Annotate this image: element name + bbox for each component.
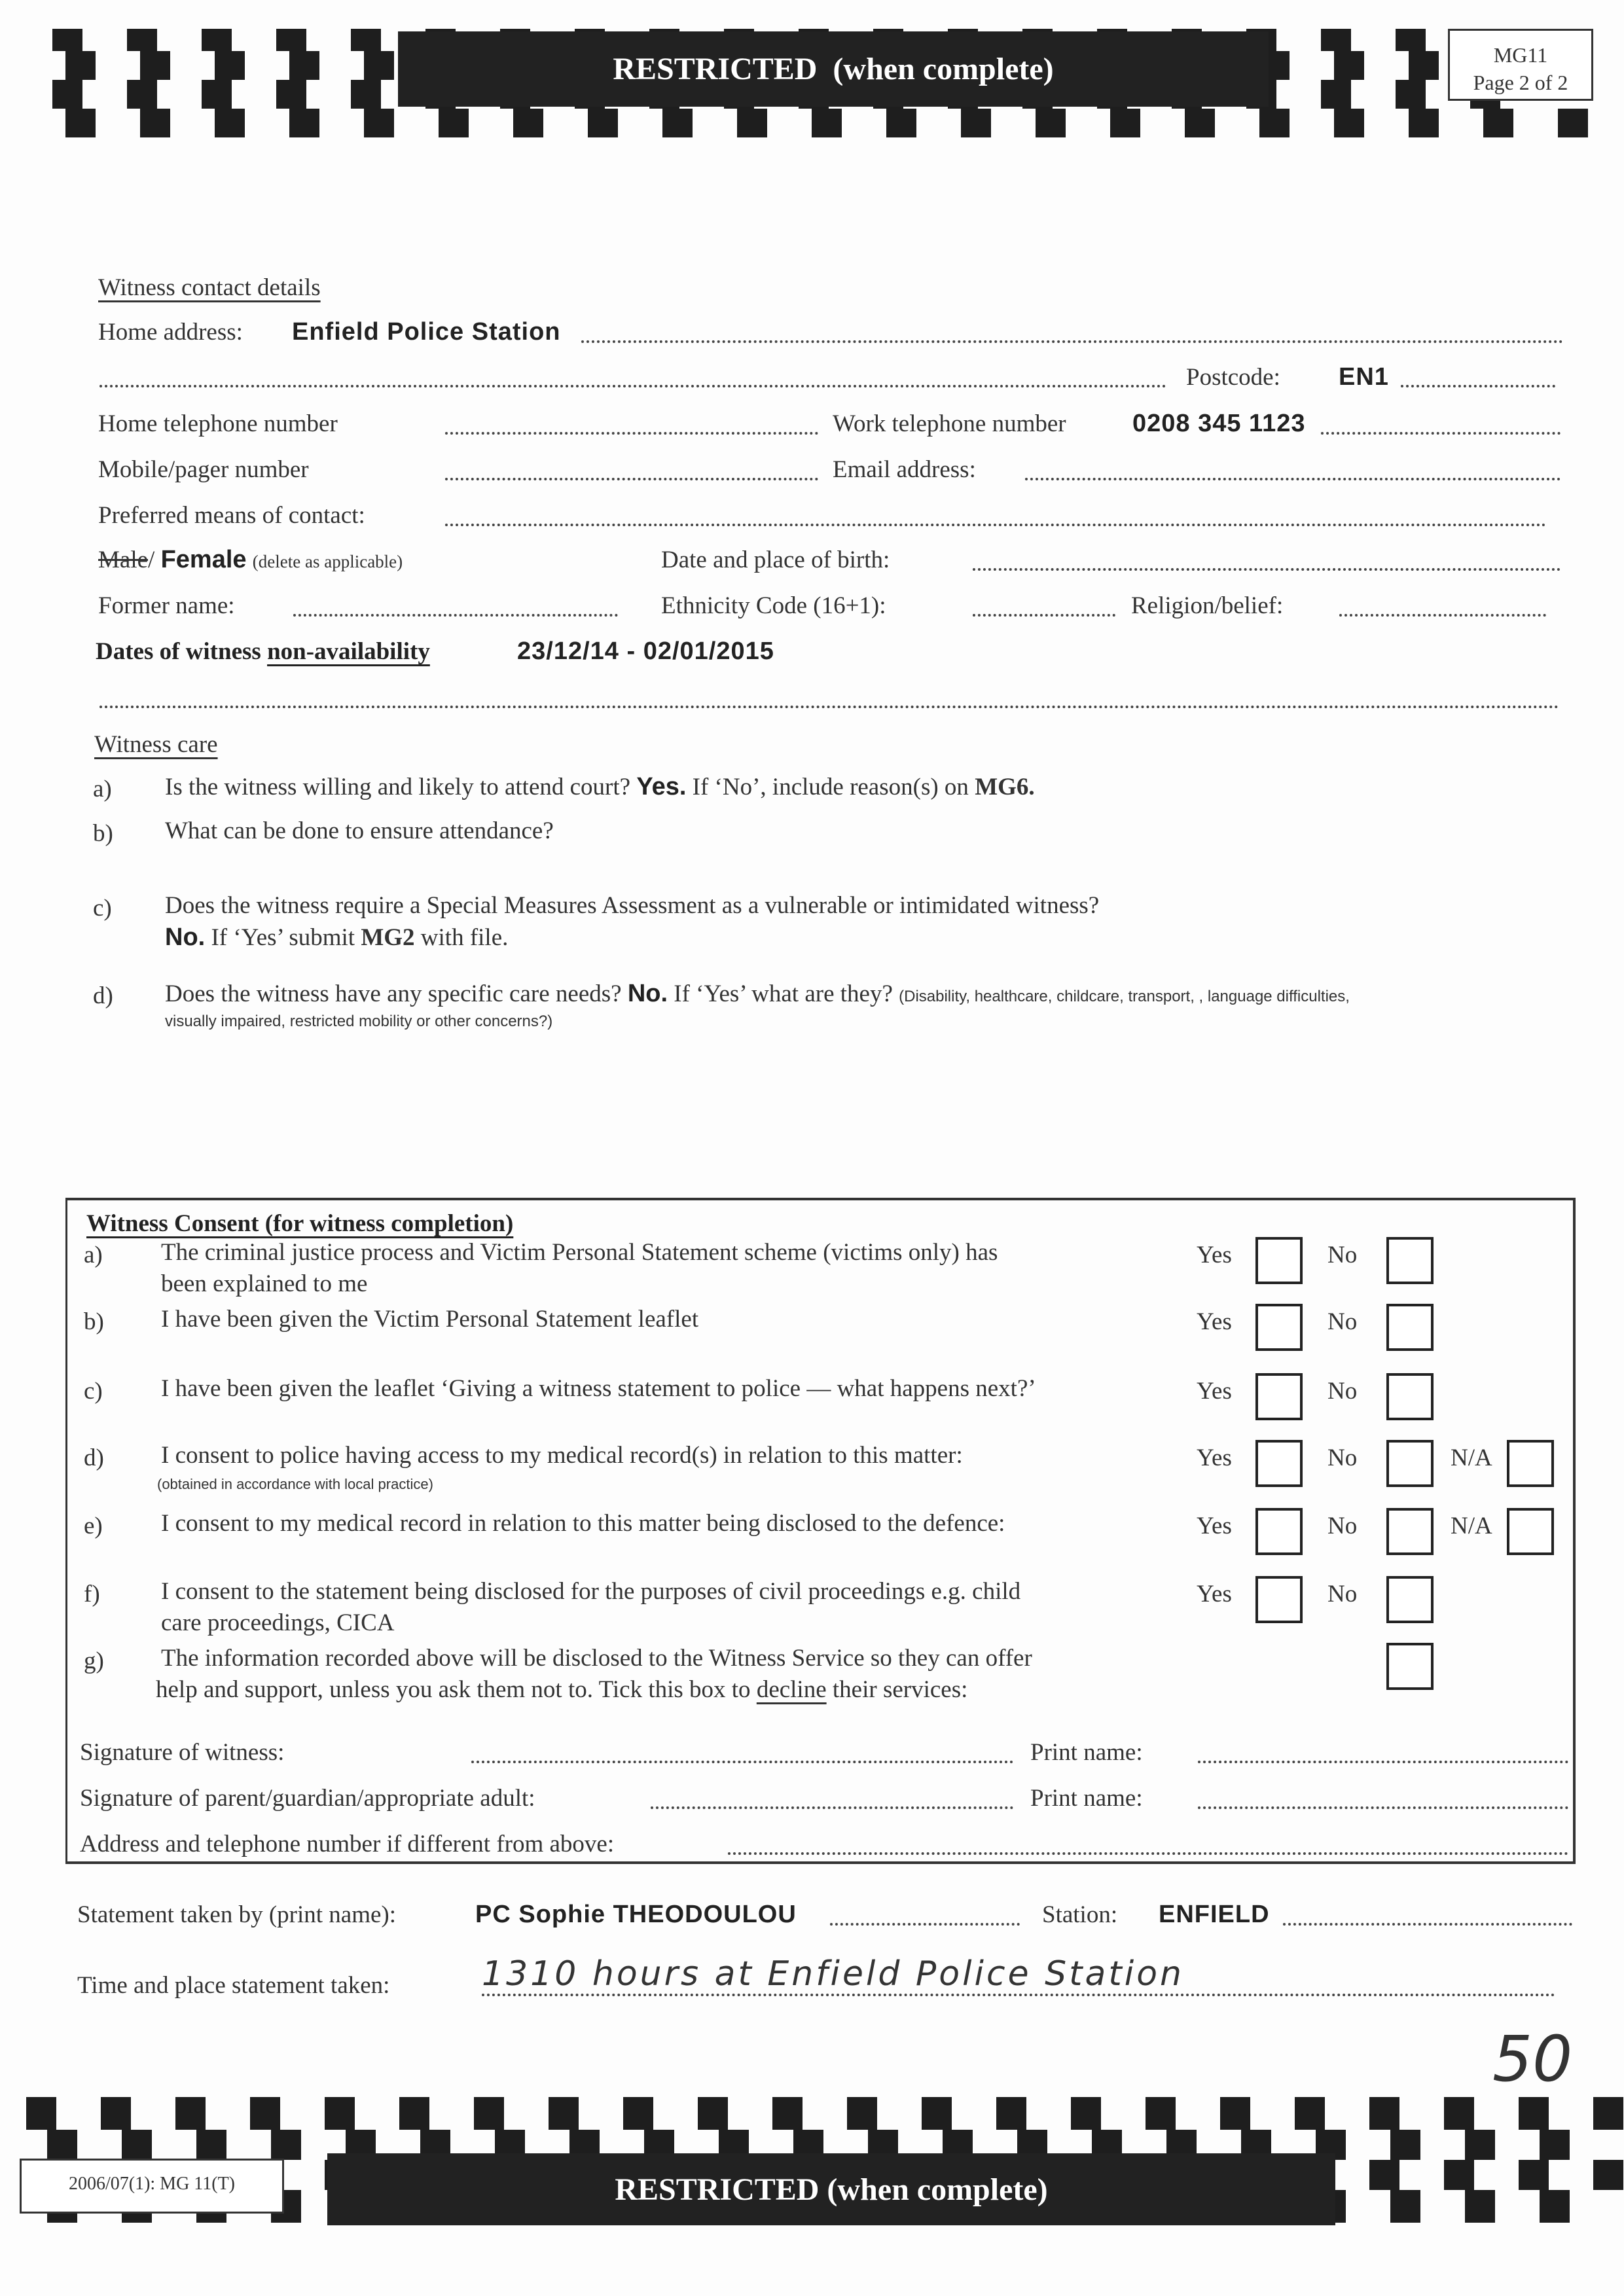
time-place-value[interactable]: 1310 hours at Enfield Police Station	[482, 1954, 1184, 1994]
work-telephone-label: Work telephone number	[833, 410, 1066, 437]
banner-checker-square	[140, 51, 170, 80]
former-name-field[interactable]	[293, 614, 618, 617]
dob-label: Date and place of birth:	[661, 547, 890, 573]
non-availability-value[interactable]: 23/12/14 - 02/01/2015	[517, 637, 774, 665]
banner-checker-square	[812, 109, 842, 137]
banner-checker-square	[588, 109, 618, 137]
consent-item-f-yes-checkbox[interactable]	[1255, 1576, 1303, 1623]
banner-checker-square	[886, 109, 916, 137]
consent-item-g-text: The information recorded above will be disclosed to the Witness Service so they can offer	[161, 1645, 1032, 1672]
banner-checker-square	[289, 51, 319, 80]
consent-item-f-letter: f)	[84, 1581, 100, 1607]
care-q-c-letter: c)	[93, 895, 112, 922]
consent-item-a-text: The criminal justice process and Victim Personal Statement scheme (victims only) has	[161, 1239, 998, 1266]
consent-item-g-decline-checkbox[interactable]	[1386, 1643, 1434, 1690]
banner-checker-square	[399, 2097, 429, 2130]
care-q-a-text: Is the witness willing and likely to attend court?	[165, 774, 637, 800]
banner-checker-square	[271, 2130, 301, 2160]
consent-item-f-text: I consent to the statement being disclosed for the purposes of civil proceedings e.g. child	[161, 1578, 1021, 1605]
banner-checker-square	[1369, 2160, 1399, 2190]
banner-checker-square	[364, 51, 394, 80]
banner-checker-square	[1409, 51, 1439, 80]
address-diff-label: Address and telephone number if different from above:	[80, 1831, 615, 1857]
banner-checker-square	[1409, 109, 1439, 137]
home-telephone-field[interactable]	[445, 432, 818, 435]
page-number-label: Page 2 of 2	[1473, 71, 1568, 94]
care-q-c	[165, 890, 1099, 954]
banner-checker-square	[215, 51, 245, 80]
consent-item-g-letter: g)	[84, 1647, 104, 1674]
consent-item-f-text-2: care proceedings, CICA	[161, 1609, 395, 1636]
banner-checker-square	[1540, 2130, 1570, 2160]
banner-checker-square	[1185, 109, 1215, 137]
banner-checker-square	[1540, 2190, 1570, 2223]
banner-checker-square	[549, 2097, 579, 2130]
banner-checker-square	[1334, 109, 1364, 137]
time-place-line	[482, 1994, 1555, 1996]
form-reference-box: 2006/07(1): MG 11(T)	[20, 2159, 284, 2214]
banner-checker-square	[662, 109, 693, 137]
banner-checker-square	[276, 80, 306, 109]
consent-item-a-letter: a)	[84, 1242, 103, 1268]
consent-item-b-no-label: No	[1327, 1308, 1358, 1335]
sig-witness-field[interactable]	[471, 1761, 1013, 1763]
banner-checker-square	[122, 2130, 152, 2160]
banner-checker-square	[101, 2097, 131, 2130]
consent-item-d-no-label: No	[1327, 1444, 1358, 1471]
banner-checker-square	[196, 2130, 226, 2160]
banner-when-complete: (when complete)	[833, 52, 1054, 86]
bottom-restricted-banner	[0, 2088, 1624, 2245]
work-telephone-line	[1321, 432, 1561, 435]
care-q-c-after2: with file.	[414, 924, 509, 951]
taken-by-value[interactable]: PC Sophie THEODOULOU	[475, 1901, 797, 1928]
banner-checker-square	[1390, 2190, 1420, 2223]
religion-label: Religion/belief:	[1131, 592, 1284, 619]
decline-pre: help and support, unless you ask them not to. Tick this box to	[156, 1676, 757, 1703]
taken-by-line	[830, 1923, 1020, 1926]
banner-checker-square	[1483, 109, 1513, 137]
banner-checker-square	[1146, 2097, 1176, 2130]
top-banner-title	[398, 31, 1269, 107]
care-q-b-letter: b)	[93, 820, 113, 847]
care-q-c-text: Does the witness require a Special Measures Assessment as a vulnerable or intimidated witness?	[165, 892, 1100, 919]
page-indicator-box	[1448, 29, 1593, 101]
consent-item-d-no-checkbox[interactable]	[1386, 1440, 1434, 1487]
home-telephone-label: Home telephone number	[98, 410, 338, 437]
gender-female: Female	[160, 546, 247, 573]
home-address-line-2[interactable]	[99, 385, 1166, 387]
banner-checker-square	[1396, 29, 1426, 51]
preferred-contact-label: Preferred means of contact:	[98, 502, 365, 529]
handwritten-page-number: 50	[1492, 2022, 1573, 2096]
care-q-c-ref: MG2	[361, 924, 415, 951]
consent-item-d-yes-checkbox[interactable]	[1255, 1440, 1303, 1487]
sig-parent-field[interactable]	[651, 1806, 1013, 1809]
non-availability-line-2[interactable]	[99, 706, 1559, 708]
care-q-a-answer[interactable]: Yes.	[636, 773, 687, 800]
consent-item-d-text: I consent to police having access to my medical record(s) in relation to this matter:	[161, 1442, 963, 1469]
banner-checker-square	[1071, 2097, 1101, 2130]
print-name-field-1[interactable]	[1198, 1761, 1568, 1763]
consent-item-d-letter: d)	[84, 1444, 104, 1471]
consent-item-c-yes-label: Yes	[1197, 1378, 1232, 1405]
banner-checker-square	[47, 2130, 77, 2160]
banner-checker-square	[1558, 109, 1588, 137]
section-title-care: Witness care	[94, 731, 218, 758]
care-q-d-examples-2: visually impaired, restricted mobility or other concerns?)	[165, 1013, 553, 1030]
consent-item-d-na-label: N/A	[1451, 1444, 1492, 1471]
consent-item-c-text: I have been given the leaflet ‘Giving a witness statement to police — what happens next?’	[161, 1375, 1036, 1402]
consent-item-e-no-label: No	[1327, 1513, 1358, 1539]
station-value[interactable]: ENFIELD	[1159, 1901, 1270, 1928]
consent-item-f-no-label: No	[1327, 1581, 1358, 1607]
banner-checker-square	[1036, 109, 1066, 137]
consent-item-b-no-checkbox[interactable]	[1386, 1304, 1434, 1351]
gender-field[interactable]	[98, 546, 403, 574]
consent-item-c-letter: c)	[84, 1378, 103, 1405]
banner-checker-square	[1334, 51, 1364, 80]
banner-checker-square	[351, 80, 381, 109]
decline-post: their services:	[826, 1676, 968, 1703]
preferred-contact-field[interactable]	[445, 524, 1546, 526]
banner-checker-square	[1465, 2130, 1495, 2160]
banner-checker-square	[847, 2097, 877, 2130]
banner-checker-square	[1369, 2097, 1399, 2130]
mobile-label: Mobile/pager number	[98, 456, 309, 483]
care-q-a-ref: MG6.	[975, 774, 1035, 800]
consent-item-d-note: (obtained in accordance with local practice)	[157, 1476, 433, 1492]
section-title-contact: Witness contact details	[98, 274, 321, 301]
banner-checker-square	[922, 2097, 952, 2130]
home-address-value[interactable]: Enfield Police Station	[292, 318, 561, 346]
email-field[interactable]	[1025, 478, 1561, 480]
banner-checker-square	[1519, 2097, 1549, 2130]
banner-checker-square	[215, 109, 245, 137]
consent-item-c-no-checkbox[interactable]	[1386, 1373, 1434, 1420]
former-name-label: Former name:	[98, 592, 235, 619]
taken-by-label: Statement taken by (print name):	[77, 1901, 397, 1928]
email-label: Email address:	[833, 456, 976, 483]
banner-checker-square	[737, 109, 767, 137]
postcode-label: Postcode:	[1186, 364, 1280, 391]
banner-checker-square	[250, 2097, 280, 2130]
consent-item-d-na-checkbox[interactable]	[1507, 1440, 1554, 1487]
banner-checker-square	[325, 2097, 355, 2130]
banner-checker-square	[1444, 2097, 1474, 2130]
consent-item-e-yes-label: Yes	[1197, 1513, 1232, 1539]
banner-checker-square	[1295, 2097, 1325, 2130]
banner-checker-square	[140, 109, 170, 137]
care-q-a-letter: a)	[93, 776, 112, 802]
consent-item-f-no-checkbox[interactable]	[1386, 1576, 1434, 1623]
banner-checker-square	[961, 109, 991, 137]
non-availability-underlined: non-availability	[267, 638, 430, 665]
banner-checker-square	[65, 109, 96, 137]
consent-item-e-na-checkbox[interactable]	[1507, 1508, 1554, 1555]
banner-checker-square	[26, 2097, 56, 2130]
banner-checker-square	[1110, 109, 1140, 137]
banner-checker-square	[1220, 2097, 1250, 2130]
time-place-label: Time and place statement taken:	[77, 1972, 390, 1999]
banner-checker-square	[1444, 2160, 1474, 2190]
care-q-c-answer[interactable]: No.	[165, 924, 206, 951]
work-telephone-value[interactable]: 0208 345 1123	[1132, 410, 1306, 437]
religion-field[interactable]	[1339, 614, 1546, 617]
print-name-field-2[interactable]	[1198, 1806, 1568, 1809]
care-q-d	[165, 978, 1350, 1031]
consent-item-e-letter: e)	[84, 1513, 103, 1539]
banner-checker-square	[351, 29, 381, 51]
banner-checker-square	[513, 109, 543, 137]
banner-checker-square	[1396, 80, 1426, 109]
consent-item-c-yes-checkbox[interactable]	[1255, 1373, 1303, 1420]
section-title-consent: Witness Consent (for witness completion)	[86, 1210, 514, 1237]
care-q-a-after: If ‘No’, include reason(s) on	[686, 774, 975, 800]
postcode-line	[1401, 385, 1555, 387]
mobile-field[interactable]	[445, 478, 818, 480]
care-q-d-text: Does the witness have any specific care needs?	[165, 980, 628, 1007]
gender-note: (delete as applicable)	[252, 552, 403, 571]
banner-checker-square	[474, 2097, 504, 2130]
consent-item-a-yes-label: Yes	[1197, 1242, 1232, 1268]
ethnicity-label: Ethnicity Code (16+1):	[661, 592, 886, 619]
banner-checker-square	[1465, 2190, 1495, 2223]
decline-underlined: decline	[756, 1676, 827, 1703]
home-address-label: Home address:	[98, 319, 243, 346]
consent-item-e-yes-checkbox[interactable]	[1255, 1508, 1303, 1555]
home-address-line-1[interactable]	[581, 340, 1563, 343]
station-line	[1283, 1923, 1572, 1926]
consent-item-g-text-2	[156, 1674, 967, 1706]
bottom-banner-title: RESTRICTED (when complete)	[327, 2153, 1335, 2225]
banner-checker-square	[52, 80, 82, 109]
banner-checker-square	[289, 109, 319, 137]
banner-checker-square	[364, 109, 394, 137]
banner-checker-square	[65, 51, 96, 80]
care-q-d-answer[interactable]: No.	[627, 980, 668, 1007]
sig-witness-label: Signature of witness:	[80, 1739, 285, 1766]
consent-item-d-yes-label: Yes	[1197, 1444, 1232, 1471]
banner-checker-square	[127, 29, 157, 51]
banner-checker-square	[439, 109, 469, 137]
banner-checker-square	[623, 2097, 653, 2130]
care-q-a	[165, 771, 1035, 803]
consent-item-b-letter: b)	[84, 1308, 104, 1335]
care-q-d-after: If ‘Yes’ what are they?	[668, 980, 899, 1007]
gender-separator: /	[148, 547, 161, 573]
banner-checker-square	[276, 29, 306, 51]
sig-parent-label: Signature of parent/guardian/appropriate adult:	[80, 1785, 535, 1812]
banner-checker-square	[202, 80, 232, 109]
consent-item-b-yes-checkbox[interactable]	[1255, 1304, 1303, 1351]
banner-checker-square	[1593, 2160, 1623, 2190]
care-q-d-examples: (Disability, healthcare, childcare, transport, , language difficulties,	[899, 988, 1350, 1005]
form-code: MG11	[1493, 43, 1548, 67]
ethnicity-field[interactable]	[973, 614, 1115, 617]
banner-checker-square	[1390, 2130, 1420, 2160]
consent-item-f-yes-label: Yes	[1197, 1581, 1232, 1607]
print-name-label-2: Print name:	[1030, 1785, 1143, 1812]
consent-item-b-yes-label: Yes	[1197, 1308, 1232, 1335]
banner-checker-square	[127, 80, 157, 109]
station-label: Station:	[1042, 1901, 1118, 1928]
consent-item-c-no-label: No	[1327, 1378, 1358, 1405]
non-availability-label	[96, 637, 430, 666]
banner-checker-square	[996, 2097, 1026, 2130]
care-q-c-after: If ‘Yes’ submit	[205, 924, 361, 951]
consent-item-a-yes-checkbox[interactable]	[1255, 1237, 1303, 1284]
consent-item-e-text: I consent to my medical record in relation to this matter being disclosed to the defence:	[161, 1510, 1005, 1537]
non-availability-prefix: Dates of witness	[96, 638, 268, 665]
gender-male-struck: Male	[98, 547, 149, 573]
banner-checker-square	[1519, 2160, 1549, 2190]
banner-checker-square	[1593, 2097, 1623, 2130]
address-diff-field[interactable]	[728, 1852, 1568, 1855]
consent-item-e-na-label: N/A	[1451, 1513, 1492, 1539]
consent-item-a-text-2: been explained to me	[161, 1270, 368, 1297]
consent-item-a-no-checkbox[interactable]	[1386, 1237, 1434, 1284]
dob-field[interactable]	[973, 568, 1561, 571]
banner-checker-square	[1321, 80, 1351, 109]
banner-checker-square	[52, 29, 82, 51]
consent-item-e-no-checkbox[interactable]	[1386, 1508, 1434, 1555]
banner-restricted-text: RESTRICTED	[613, 52, 818, 86]
banner-checker-square	[698, 2097, 728, 2130]
banner-checker-square	[1321, 29, 1351, 51]
consent-item-a-no-label: No	[1327, 1242, 1358, 1268]
banner-checker-square	[772, 2097, 803, 2130]
consent-item-b-text: I have been given the Victim Personal Statement leaflet	[161, 1306, 699, 1333]
top-restricted-banner	[0, 0, 1624, 151]
care-q-b-text: What can be done to ensure attendance?	[165, 817, 554, 844]
care-q-d-letter: d)	[93, 982, 113, 1009]
banner-checker-square	[175, 2097, 206, 2130]
postcode-value[interactable]: EN1	[1339, 363, 1389, 391]
banner-checker-square	[202, 29, 232, 51]
print-name-label-1: Print name:	[1030, 1739, 1143, 1766]
banner-checker-square	[1259, 109, 1290, 137]
